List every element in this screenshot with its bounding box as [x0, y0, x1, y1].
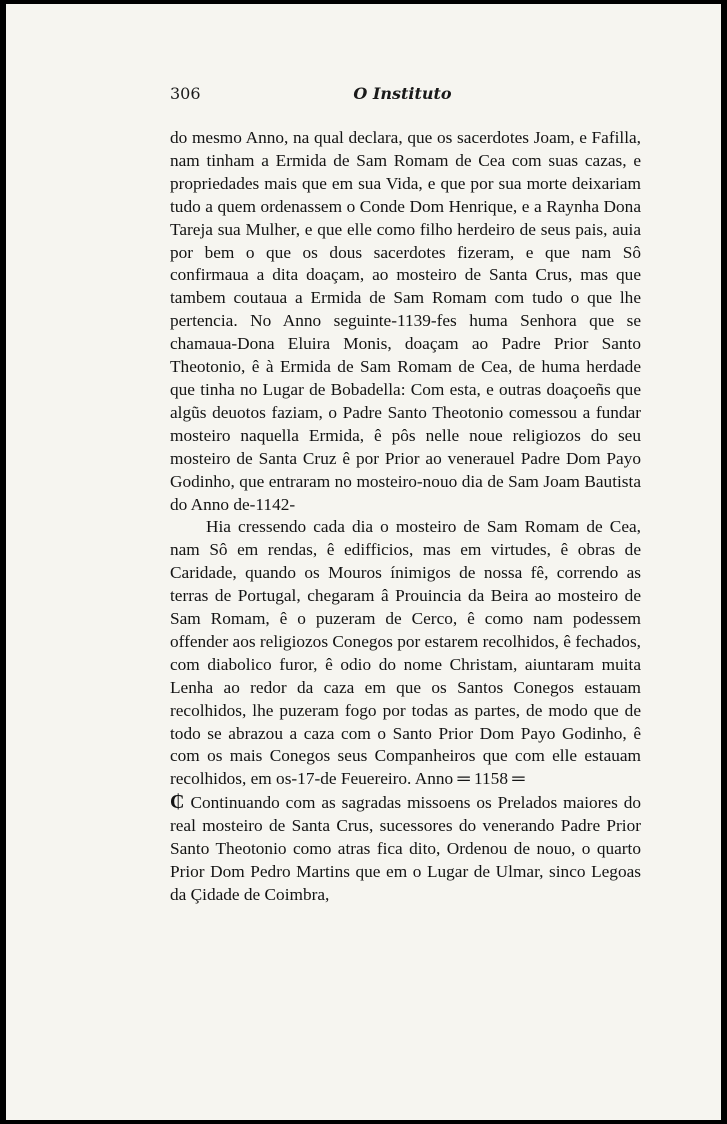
paragraph-text: Continuando com as sagradas missoens os Prelados maiores do real mosteiro de Santa Crus, sucessores do venerando Padre Prior Santo Theotonio como atras fica dito, Ordenou de nouo, o quarto Prior Dom Pedro Martins que em o Lugar de Ulmar, sinco Legoas da Çidade de Coimbra,	[170, 793, 641, 904]
pilcrow-icon: ₵	[170, 791, 185, 814]
page-header	[170, 84, 635, 108]
paragraph	[170, 791, 641, 907]
paragraph: Hia cressendo cada dia o mosteiro de Sam Romam de Cea, nam Sô em rendas, ê edifficios, mas em virtudes, ê obras de Caridade, quando os Mouros ínimigos de nossa fê, correndo as terras de Portugal, chegaram â Prouincia da Beira ao mosteiro de Sam Romam, ê o puzeram de Cerco, ê como nam podessem offender aos religiozos Conegos por estarem recolhidos, ê fechados, com diabolico furor, ê odio do nome Christam, aiuntaram muita Lenha ao redor da caza em que os Santos Conegos estauam recolhidos, lhe puzeram fogo por todas as partes, de modo que de todo se abrazou a caza com o Santo Prior Dom Payo Godinho, ê com os mais Conegos seus Companheiros que com elle estauam recolhidos, em os-17-de Feuereiro. Anno ═ 1158 ═	[170, 517, 641, 789]
paragraph: do mesmo Anno, na qual declara, que os sacerdotes Joam, e Fafilla, nam tinham a Ermida de Sam Romam de Cea com suas cazas, e propriedades mais que em sua Vida, e que por sua morte deixariam tudo a quem ordenassem o Conde Dom Henrique, e a Raynha Dona Tareja sua Mulher, e que elle como filho herdeiro de seus pais, auia por bem o que os dous sacerdotes fizeram, e que nam Sô confirmaua a dita doaçam, ao mosteiro de Santa Crus, mas que tambem coutaua a Ermida de Sam Romam com tudo o que lhe pertencia. No Anno seguinte-1139-fes huma Senhora que se chamaua-Dona Eluira Monis, doaçam ao Padre Prior Santo Theotonio, ê à Ermida de Sam Romam de Cea, de huma herdade que tinha no Lugar de Bobadella: Com esta, e outras doaçoeñs que algũs deuotos faziam, o Padre Santo Theotonio comessou a fundar mosteiro naquella Ermida, ê pôs nelle noue religiozos do seu mosteiro de Santa Cruz ê por Prior ao venerauel Padre Dom Payo Godinho, que entraram no mosteiro-nouo dia de Sam Joam Bautista do Anno de-1142-	[170, 128, 641, 514]
running-title: O Instituto	[353, 84, 452, 103]
document-page	[6, 4, 721, 1120]
body-text	[170, 127, 641, 907]
page-number: 306	[170, 84, 201, 103]
